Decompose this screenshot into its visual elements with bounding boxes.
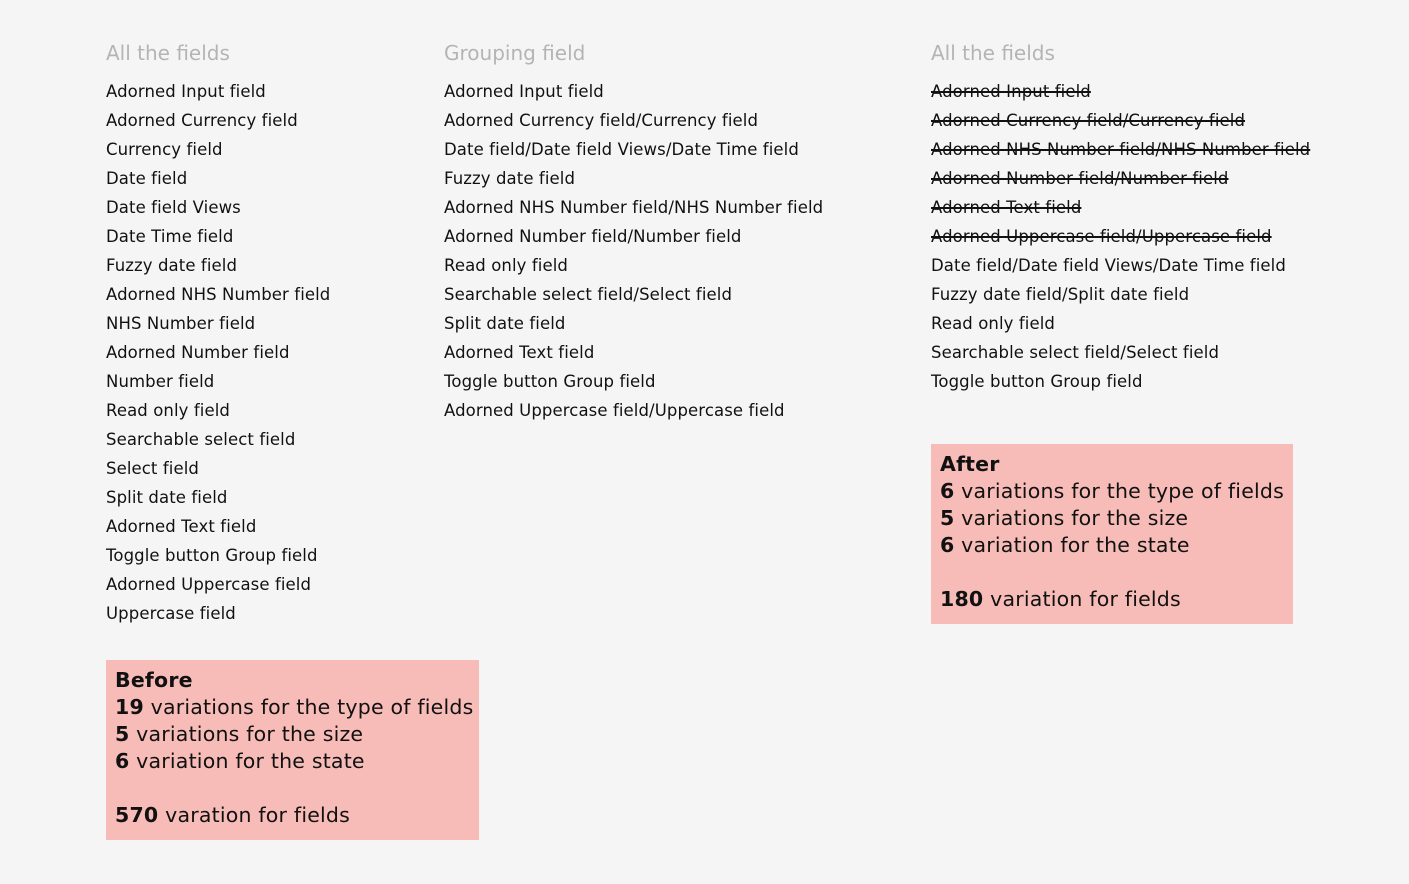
field-item: Adorned Text field	[106, 517, 257, 536]
field-item-removed: Adorned Text field	[931, 198, 1082, 217]
field-item-removed: Adorned Currency field/Currency field	[931, 111, 1246, 130]
field-item: Searchable select field	[106, 430, 296, 449]
field-item-removed: Adorned Uppercase field/Uppercase field	[931, 227, 1272, 246]
field-item: Date field/Date field Views/Date Time field	[931, 256, 1286, 275]
summary-after	[931, 444, 1293, 624]
summary-size-text: variations for the size	[954, 506, 1189, 530]
field-item: Read only field	[444, 256, 568, 275]
summary-total-count: 570	[115, 803, 159, 827]
summary-total-text: varation for fields	[158, 803, 351, 827]
field-list	[931, 77, 1401, 396]
summary-total-text: variation for fields	[983, 587, 1181, 611]
field-item: Adorned Number field/Number field	[444, 227, 742, 246]
field-item: Adorned Currency field/Currency field	[444, 111, 759, 130]
summary-state-line	[940, 532, 1284, 559]
summary-spacer	[115, 775, 470, 802]
summary-state-text: variation for the state	[954, 533, 1190, 557]
summary-total-count: 180	[940, 587, 984, 611]
field-item: Adorned Input field	[444, 82, 604, 101]
field-item: Number field	[106, 372, 215, 391]
field-item: Adorned Number field	[106, 343, 290, 362]
field-item-removed: Adorned NHS Number field/NHS Number field	[931, 140, 1311, 159]
summary-title: Before	[115, 668, 193, 692]
summary-type-count: 6	[940, 479, 955, 503]
summary-type-text: variations for the type of fields	[954, 479, 1284, 503]
field-item: Split date field	[444, 314, 566, 333]
field-item: Adorned Uppercase field/Uppercase field	[444, 401, 785, 420]
summary-size-count: 5	[940, 506, 955, 530]
field-item: Toggle button Group field	[444, 372, 656, 391]
summary-size-count: 5	[115, 722, 130, 746]
summary-type-text: variations for the type of fields	[143, 695, 474, 719]
summary-type-count: 19	[115, 695, 144, 719]
summary-title: After	[940, 452, 1000, 476]
summary-size-line	[940, 505, 1284, 532]
field-item: Adorned NHS Number field/NHS Number field	[444, 198, 824, 217]
summary-state-count: 6	[115, 749, 130, 773]
field-item: Read only field	[931, 314, 1055, 333]
field-item: Date field	[106, 169, 188, 188]
field-item: Searchable select field/Select field	[931, 343, 1220, 362]
summary-type-line	[940, 478, 1284, 505]
field-item: Date Time field	[106, 227, 234, 246]
field-item: Adorned NHS Number field	[106, 285, 331, 304]
summary-total-line	[115, 802, 470, 829]
field-item: Fuzzy date field/Split date field	[931, 285, 1190, 304]
field-item: Adorned Currency field	[106, 111, 298, 130]
field-item: Date field Views	[106, 198, 241, 217]
summary-spacer	[940, 559, 1284, 586]
field-item: Toggle button Group field	[106, 546, 318, 565]
summary-total-line	[940, 586, 1284, 613]
field-list	[444, 77, 914, 425]
summary-state-line	[115, 748, 470, 775]
field-item: Adorned Input field	[106, 82, 266, 101]
field-item: Split date field	[106, 488, 228, 507]
column-grouping-field	[444, 40, 914, 425]
field-item: NHS Number field	[106, 314, 256, 333]
field-item: Fuzzy date field	[106, 256, 238, 275]
column-all-fields	[106, 40, 426, 628]
field-item: Uppercase field	[106, 604, 236, 623]
field-item: Adorned Text field	[444, 343, 595, 362]
field-item: Date field/Date field Views/Date Time field	[444, 140, 799, 159]
summary-type-line	[115, 694, 474, 721]
column-heading: All the fields	[931, 41, 1055, 65]
summary-state-text: variation for the state	[129, 749, 365, 773]
summary-size-text: variations for the size	[129, 722, 364, 746]
field-item: Select field	[106, 459, 199, 478]
summary-before	[106, 660, 479, 840]
field-item: Read only field	[106, 401, 230, 420]
summary-state-count: 6	[940, 533, 955, 557]
field-item: Fuzzy date field	[444, 169, 576, 188]
field-list	[106, 77, 426, 628]
field-item-removed: Adorned Number field/Number field	[931, 169, 1229, 188]
summary-size-line	[115, 721, 470, 748]
column-heading: Grouping field	[444, 41, 586, 65]
field-item: Toggle button Group field	[931, 372, 1143, 391]
field-item: Currency field	[106, 140, 223, 159]
field-item-removed: Adorned Input field	[931, 82, 1091, 101]
field-item: Adorned Uppercase field	[106, 575, 312, 594]
column-heading: All the fields	[106, 41, 230, 65]
field-item: Searchable select field/Select field	[444, 285, 733, 304]
column-all-fields-after	[931, 40, 1401, 396]
